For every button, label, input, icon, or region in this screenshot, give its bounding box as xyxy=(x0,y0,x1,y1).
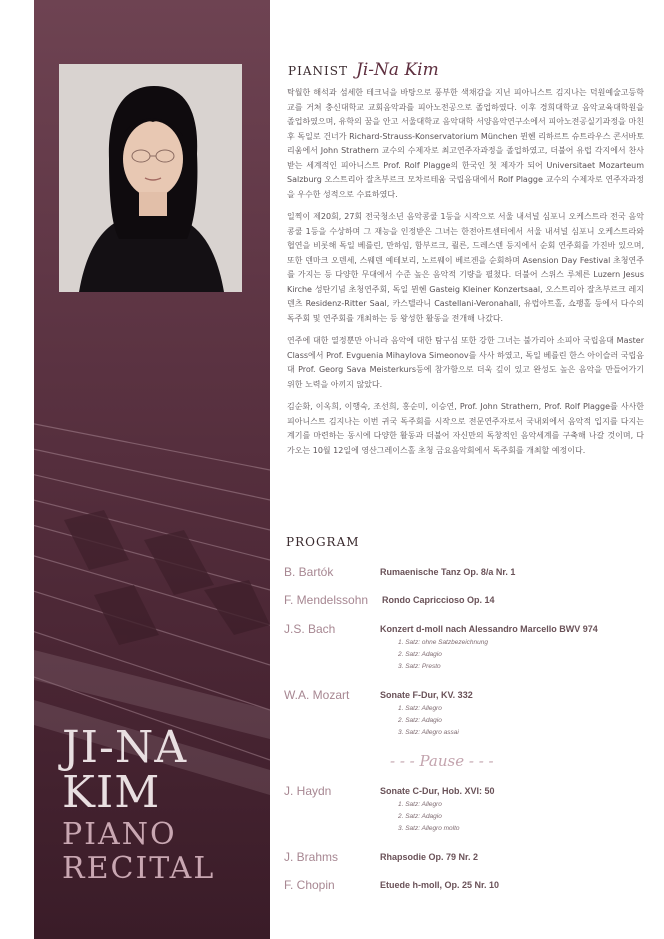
work-title: Etuede h-moll, Op. 25 Nr. 10 xyxy=(380,880,500,890)
movement-list xyxy=(398,703,459,739)
work-title: Rondo Capriccioso Op. 14 xyxy=(382,595,495,605)
bio-paragraph: 탁월한 해석과 섬세한 테크닉을 바탕으로 풍부한 색채감을 지닌 피아니스트 김지나는 덕원예술고등학교를 거쳐 충신대학교 교회음악과를 피아노전공으로 졸업하였다. 이후 경희대학교 음악교육대학원을 졸업하였으며, 유학의 꿈을 안고 서울대학교 음악대학 서양음악연구소에서 피아노전공실기과정을 마친 후 독일로 건너가 Richard-Strauss-Konservatorium München 뮌헨 리하르트 슈트라우스 콘서바토리움에서 John Strathern 교수의 수제자로 최고연주자과정을 졸업하였고, 더불어 유럽 각지에서 찬사 받는 세계적인 피아니스트 Prof. Rolf Plagge의 한국인 첫 제자가 되어 Universitaet Mozarteum Salzburg 오스트리아 잘츠부르크 모차르테움 국립음대에서 Rolf Plagge 교수의 수제자로 연주자과정을 우수한 성적으로 수료하였다. xyxy=(287,88,644,199)
composer-name: J.S. Bach xyxy=(284,622,336,636)
movement: 1. Satz: Allegro xyxy=(398,801,442,808)
pianist-name: Ji-Na Kim xyxy=(356,60,439,80)
movement: 1. Satz: ohne Satzbezeichnung xyxy=(398,639,488,646)
composer-name: W.A. Mozart xyxy=(284,688,350,702)
composer-name: F. Mendelssohn xyxy=(284,593,369,607)
pianist-portrait xyxy=(59,64,242,292)
title-first-name: JI-NA xyxy=(62,722,188,773)
recital-title xyxy=(62,722,270,886)
movement-list xyxy=(398,637,488,673)
program-heading: PROGRAM xyxy=(286,535,360,549)
movement: 3. Satz: Allegro molto xyxy=(398,825,460,832)
intermission-label: - - - Pause - - - xyxy=(390,752,494,770)
movement: 3. Satz: Allegro assai xyxy=(398,729,459,736)
composer-name: F. Chopin xyxy=(284,878,335,892)
bio-paragraph: 김순화, 이옥희, 이행숙, 조선희, 홍순미, 이승연, Prof. John Strathern, Prof. Rolf Plagge를 사사한 피아니스트 김지나는 이번 귀국 독주회를 시작으로 전문연주자로서 국내외에서 음악적 입지를 다지는 계기를 마련하는 동시에 다양한 활동과 더불어 자신만의 독창적인 음악세계를 구축해 나갈 것이며, 다가오는 10월 12일에 영산그레이스홀 초청 금요음악회에서 독주회를 개최할 예정이다. xyxy=(287,402,644,455)
movement: 2. Satz: Adagio xyxy=(398,813,442,820)
left-panel xyxy=(34,0,270,939)
movement: 3. Satz: Presto xyxy=(398,663,441,670)
movement: 2. Satz: Adagio xyxy=(398,717,442,724)
content-column xyxy=(270,0,664,939)
work-title: Sonate C-Dur, Hob. XVI: 50 xyxy=(380,786,495,796)
portrait-illustration xyxy=(59,64,242,292)
composer-name: J. Haydn xyxy=(284,784,332,798)
bio-paragraph: 연주에 대한 열정뿐만 아니라 음악에 대한 탐구심 또한 강한 그녀는 불가리아 소피아 국립음대 Master Class에서 Prof. Evguenia Mihaylova Simeonov를 사사 하였고, 독일 베를린 한스 아이슬러 국립음대 Prof. Georg Sava Meisterkurs등에 참가함으로 더욱 깊이 있고 완성도 높은 음악을 만들어가기 위한 노력을 아끼지 않았다. xyxy=(287,336,644,389)
composer-name: J. Brahms xyxy=(284,850,339,864)
title-last-name: KIM xyxy=(62,767,161,818)
pianist-label: PIANIST xyxy=(288,64,348,78)
work-title: Rumaenische Tanz Op. 8/a Nr. 1 xyxy=(380,567,516,577)
work-title: Rhapsodie Op. 79 Nr. 2 xyxy=(380,852,479,862)
bio-paragraph: 일찍이 제20회, 27회 전국청소년 음악콩쿨 1등을 시작으로 서울 내셔널 심포니 오케스트라 전국 음악콩쿨 1등을 수상하며 그 재능을 인정받은 그녀는 한전아트센터에서 서울 내셔널 심포니 오케스트라와 협연을 비롯해 독일 베를린, 만하임, 함부르크, 쾰른, 드레스덴 등지에서 순회 연주회를 가진바 있으며, 또한 덴마크 오덴세, 스웨덴 예테보리, 노르웨이 베르겐을 순회하며 Asension Day Festival 초청연주를 가지는 등 다양한 무대에서 수준 높은 음악적 기량을 펼쳤다. 더불어 스위스 루체른 Luzern Jesus Kirche 성탄기념 초청연주회, 독일 뮌헨 Gasteig Kleiner Konzertsaal, 오스트리아 잘츠부르크 레지덴츠 Residenz-Ritter Saal, 카스텔라니 Castellani-Veronahall, 유럽아트홀, 쇼팽홀 등에서 다수의 독주회 및 연주회를 개최하는 등 왕성한 활동을 전개해 나갔다. xyxy=(287,212,644,323)
composer-name: B. Bartók xyxy=(284,565,334,579)
work-title: Konzert d-moll nach Alessandro Marcello BWV 974 xyxy=(380,624,598,634)
movement: 1. Satz: Allegro xyxy=(398,705,442,712)
movement-list xyxy=(398,799,460,835)
movement: 2. Satz: Adagio xyxy=(398,651,442,658)
pianist-heading xyxy=(288,60,439,80)
title-recital: RECITAL xyxy=(62,851,216,886)
biography xyxy=(287,86,644,466)
work-title: Sonate F-Dur, KV. 332 xyxy=(380,690,473,700)
title-piano: PIANO xyxy=(62,817,177,852)
